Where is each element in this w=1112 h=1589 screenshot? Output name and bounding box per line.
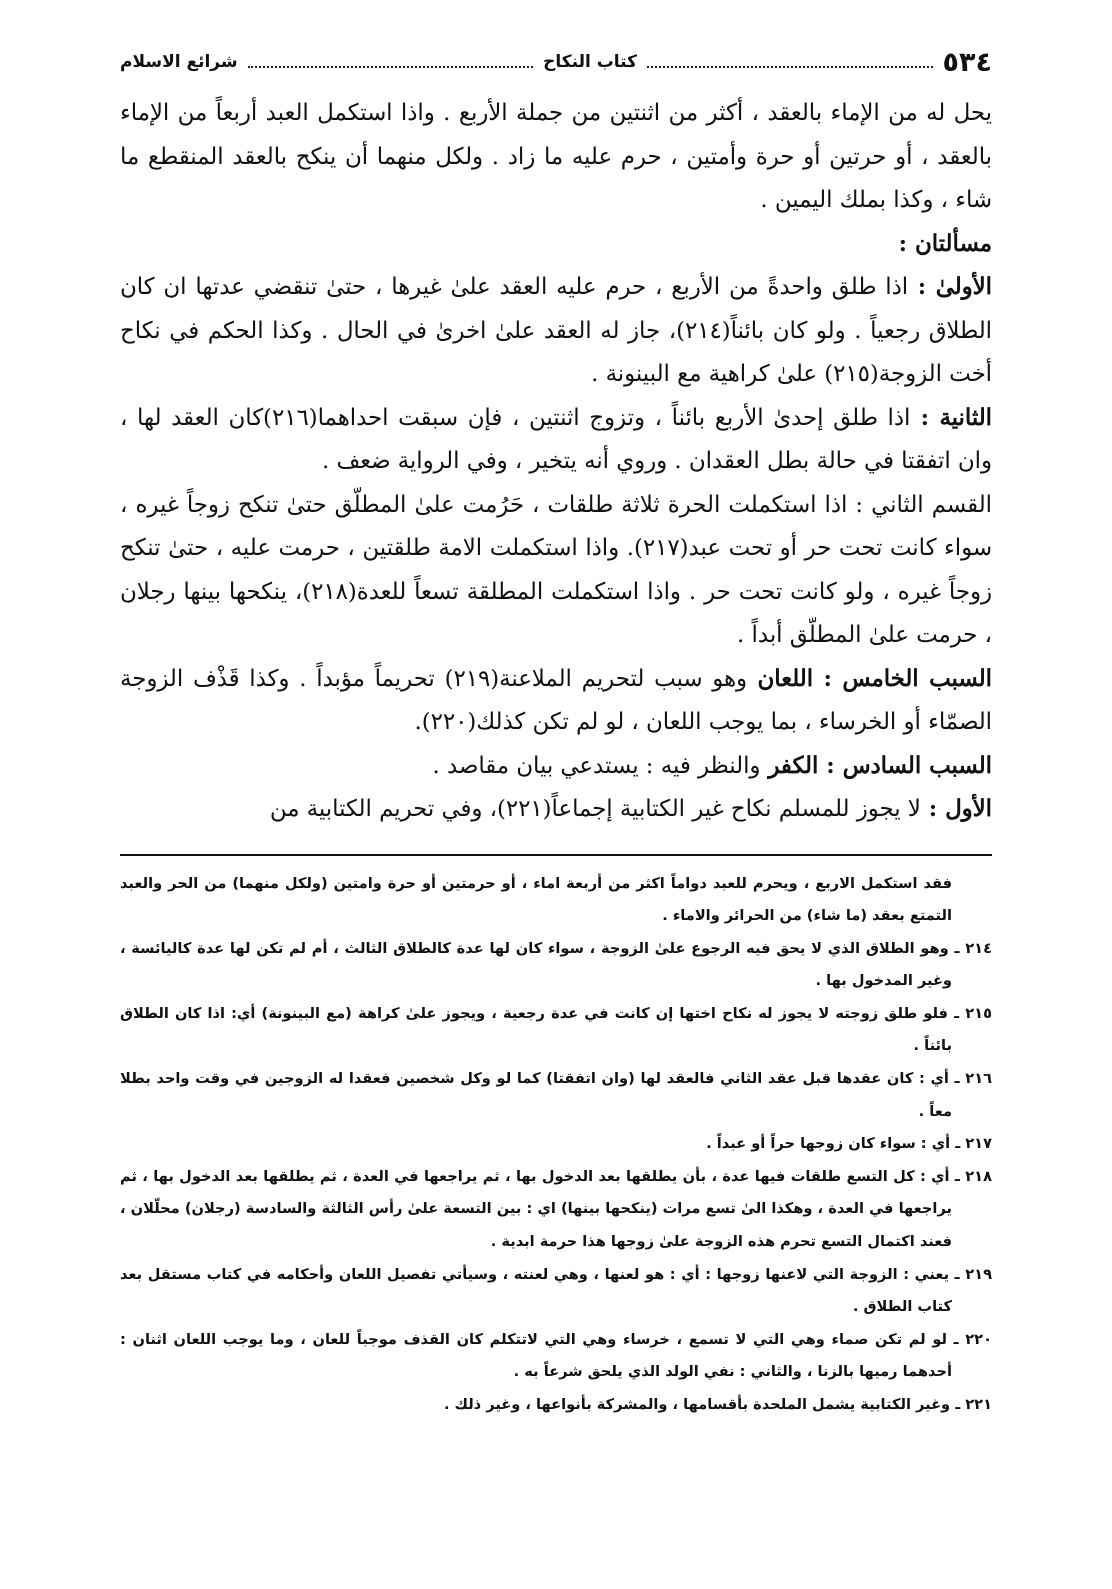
footnote [120,998,992,1063]
footnote [120,1324,992,1389]
paragraph [120,484,992,658]
paragraph [120,788,992,832]
footnote [120,868,992,933]
footnote-number: ٢٢٠ ـ [946,1330,992,1348]
page-number: ٥٣٤ [942,46,992,78]
footnote-number: ٢٢١ ـ [950,1396,992,1413]
footnote-text: يعني : الزوجة التي لاعنها زوجها : أي : هو لعنها ، وهي لعنته ، وسيأتي تفصيل اللعان وأحكامه في كتاب مستقل بعد كتاب الطلاق . [120,1265,952,1316]
footnote-text: أي : كان عقدها قبل عقد الثاني فالعقد لها (وان اتفقتا) كما لو وكل شخصين فعقدا له الزوجين في وقت واحد بطلا معاً . [120,1070,952,1120]
footnote-text: وغير الكتابية يشمل الملحدة بأقسامها ، والمشركة بأنواعها ، وغير ذلك . [443,1396,951,1413]
bold-heading: الأولىٰ : [908,274,992,300]
bold-heading: السبب السادس : الكفر [760,752,992,779]
main-text [120,92,992,832]
paragraph-text: القسم الثاني : اذا استكملت الحرة ثلاثة طلقات ، حَرُمت علىٰ المطلّق حتىٰ تنكح زوجاً غيره ، سواء كانت تحت حر أو تحت عبد(٢١٧). واذا استكملت الامة طلقتين ، حرمت عليه ، حتىٰ تنكح زوجاً غيره ، ولو كانت تحت حر . واذا استكملت المطلقة تسعاً للعدة(٢١٨)، ينكحها بينها رجلان ، حرمت علىٰ المطلّق أبداً . [120,491,992,648]
footnote [120,933,992,998]
footnote-number: ٢١٤ ـ [948,939,992,957]
paragraph-text: وهو سبب لتحريم الملاعنة(٢١٩) تحريماً مؤبداً . وكذا قَذْف الزوجة الصمّاء أو الخرساء ، بما يوجب اللعان ، لو لم تكن كذلك(٢٢٠). [120,665,992,735]
paragraph [120,745,992,789]
footnote-text: وهو الطلاق الذي لا يحق فيه الرجوع علىٰ الزوجة ، سواء كان لها عدة كالطلاق الثالث ، أم لم تكن لها عدة كاليائسة ، وغير المدخول بها . [120,939,952,990]
footnote [120,1128,992,1161]
footnote [120,1389,992,1422]
footnotes [120,868,992,1422]
footnote-text: أي : كل التسع طلقات فيها عدة ، بأن يطلقها بعد الدخول بها ، ثم يراجعها في العدة ، ثم يطلقها بعد الدخول بها ، ثم يراجعها في العدة ، وهكذا الىٰ تسع مرات (ينكحها بينها) اي : بين التسعة علىٰ رأس الثالثة والسادسة (رجلان) محلّلان ، فعند اكتمال التسع تحرم هذه الزوجة علىٰ زوجها هذا حرمة ابدية . [120,1167,952,1251]
footnote-number: ٢١٩ ـ [949,1265,992,1283]
dotted-leader [647,66,933,68]
footnote-text: لو لم تكن صماء وهي التي لا تسمع ، خرساء وهي التي لاتتكلم كان القذف موجباً للعان ، وما يوجب اللعان اثنان : أحدهما رميها بالزنا ، والثاني : نفي الولد الذي يلحق شرعاً به . [120,1330,952,1381]
paragraph [120,92,992,223]
footnote-text: فقد استكمل الاربع ، ويحرم للعبد دواماً اكثر من أربعة اماء ، أو حرمتين أو حرة وامتين (ولكل منهما) من الحر والعبد التمتع بعقد (ما شاء) من الحرائر والاماء . [120,874,952,925]
paragraph-text: والنظر فيه : يستدعي بيان مقاصد . [432,752,761,779]
bold-heading: الثانية : [910,404,992,431]
running-header [120,38,992,86]
footnote [120,1063,992,1128]
paragraph-text: اذا طلق إحدىٰ الأربع بائناً ، وتزوج اثنتين ، فإن سبقت احداهما(٢١٦)كان العقد لها ، وان اتفقتا في حالة بطل العقدان . وروي أنه يتخير ، وفي الرواية ضعف . [120,404,992,474]
paragraph [120,223,992,267]
footnote [120,1259,992,1324]
paragraph [120,397,992,484]
footnote [120,1161,992,1259]
footnote-text: فلو طلق زوجته لا يجوز له نكاح اختها إن كانت في عدة رجعية ، ويجوز علىٰ كراهة (مع البينونة) أي: اذا كان الطلاق بائناً . [120,1004,952,1055]
dotted-leader [248,66,534,68]
paragraph [120,266,992,397]
chapter-title: كتاب النكاح [543,52,638,72]
paragraph-text: لا يجوز للمسلم نكاح غير الكتابية إجماعاً(٢٢١)، وفي تحريم الكتابية من [269,796,921,822]
footnote-text: أي : سواء كان زوجها حراً أو عبداً . [706,1135,951,1153]
footnote-number: ٢١٧ ـ [950,1135,992,1153]
paragraph-text: اذا طلق واحدةً من الأربع ، حرم عليه العقد علىٰ غيرها ، حتىٰ تنقضي عدتها ان كان الطلاق رجعياً . ولو كان بائناً(٢١٤)، جاز له العقد علىٰ اخرىٰ في الحال . وكذا الحكم في نكاح أخت الزوجة(٢١٥) علىٰ كراهية مع البينونة . [120,274,992,387]
bold-heading: مسألتان : [898,230,992,257]
footnote-number: ٢١٥ ـ [947,1004,992,1022]
footnote-separator [120,854,992,856]
paragraph [120,658,992,745]
bold-heading: الأول : [920,796,992,822]
footnote-number: ٢١٦ ـ [948,1070,993,1088]
paragraph-text: يحل له من الإماء بالعقد ، أكثر من اثنتين من جملة الأربع . واذا استكمل العبد أربعاً من الإماء بالعقد ، أو حرتين أو حرة وأمتين ، حرم عليه ما زاد . ولكل منهما أن ينكح بالعقد المنقطع ما شاء ، وكذا بملك اليمين . [120,100,992,213]
book-title: شرائع الاسلام [119,52,238,72]
bold-heading: السبب الخامس : اللعان [747,665,992,692]
footnote-number: ٢١٨ ـ [949,1167,992,1185]
